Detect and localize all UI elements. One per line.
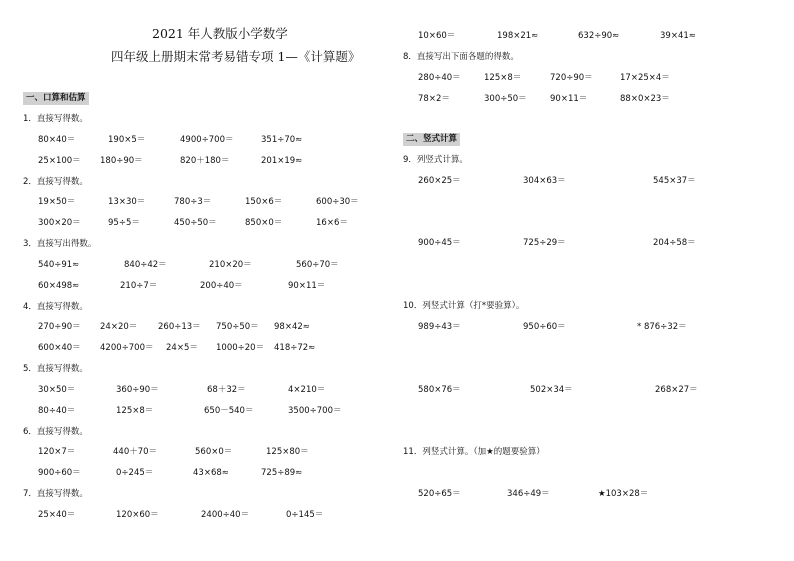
problem: 2400÷40＝ xyxy=(201,510,250,520)
problem: 560÷70＝ xyxy=(296,260,339,270)
page-title: 2021 年人教版小学数学 xyxy=(152,26,288,41)
problem: 450÷50＝ xyxy=(174,218,217,228)
problem: 24×20＝ xyxy=(100,322,138,332)
problem: 4200÷700＝ xyxy=(100,343,154,353)
question-label: 列竖式计算（打*要验算）。 xyxy=(422,301,525,311)
problem: 989÷43＝ xyxy=(418,322,461,332)
question-number: 8． xyxy=(403,52,417,62)
problem: 25×100＝ xyxy=(38,156,81,166)
problem: 90×11＝ xyxy=(550,94,588,104)
problem: 351÷70≈ xyxy=(261,135,303,145)
problem: 25×40＝ xyxy=(38,510,76,520)
problem: 204÷58＝ xyxy=(653,238,696,248)
problem: 360÷90＝ xyxy=(116,385,159,395)
question-number: 4． xyxy=(23,302,37,312)
question-number: 6． xyxy=(23,427,37,437)
question-label: 直接写得数。 xyxy=(36,114,88,124)
problem: 850×0＝ xyxy=(245,218,283,228)
question-number: 9． xyxy=(403,155,417,165)
problem: 540÷91≈ xyxy=(38,260,80,270)
problem: 120×7＝ xyxy=(38,447,76,457)
problem: 560×0＝ xyxy=(195,447,233,457)
problem: 80×40＝ xyxy=(38,135,76,145)
question-9 xyxy=(403,155,468,166)
problem: 545×37＝ xyxy=(653,176,696,186)
question-10 xyxy=(403,301,524,312)
question-number: 1． xyxy=(23,114,37,124)
question-3 xyxy=(23,239,96,250)
question-6 xyxy=(23,427,88,438)
question-11 xyxy=(403,447,545,458)
problem: 24×5＝ xyxy=(166,343,198,353)
question-label: 直接写出得数。 xyxy=(36,239,97,249)
question-label: 直接写出下面各题的得数。 xyxy=(416,52,519,62)
problem: ★103×28＝ xyxy=(598,489,649,499)
problem: 200÷40＝ xyxy=(200,281,243,291)
problem: 418÷72≈ xyxy=(274,343,316,353)
problem: 120×60＝ xyxy=(116,510,159,520)
problem: 150×6＝ xyxy=(245,197,283,207)
question-label: 直接写得数。 xyxy=(36,427,88,437)
problem: 3500÷700＝ xyxy=(288,406,342,416)
problem: 268×27＝ xyxy=(655,385,698,395)
problem: 80÷40＝ xyxy=(38,406,76,416)
problem: 30×50＝ xyxy=(38,385,76,395)
question-7 xyxy=(23,489,88,500)
problem: 210÷7＝ xyxy=(120,281,158,291)
problem: 780÷3＝ xyxy=(174,197,212,207)
question-number: 10． xyxy=(403,301,423,311)
problem: 201×19≈ xyxy=(261,156,303,166)
problem: 725÷29＝ xyxy=(523,238,566,248)
question-number: 3． xyxy=(23,239,37,249)
question-number: 7． xyxy=(23,489,37,499)
problem: 17×25×4＝ xyxy=(620,73,670,83)
section-heading-oral: 一、口算和估算 xyxy=(23,92,89,105)
problem: 300×20＝ xyxy=(38,218,81,228)
problem: 1000÷20＝ xyxy=(216,343,265,353)
problem: 300÷50＝ xyxy=(484,94,527,104)
question-2 xyxy=(23,177,88,188)
problem: 95÷5＝ xyxy=(108,218,140,228)
question-number: 5． xyxy=(23,364,37,374)
question-label: 列竖式计算。 xyxy=(416,155,468,165)
problem: * 876÷32＝ xyxy=(637,322,687,332)
problem: 16×6＝ xyxy=(316,218,348,228)
problem: 632÷90≈ xyxy=(578,31,620,41)
problem: 750÷50＝ xyxy=(216,322,259,332)
problem: 720÷90＝ xyxy=(550,73,593,83)
problem: 19×50＝ xyxy=(38,197,76,207)
page-subtitle: 四年级上册期末常考易错专项 1—《计算题》 xyxy=(111,49,361,64)
problem: 88×0×23＝ xyxy=(620,94,670,104)
problem: 440＋70＝ xyxy=(113,447,158,457)
problem: 820＋180＝ xyxy=(180,156,230,166)
problem: 4×210＝ xyxy=(288,385,326,395)
question-number: 11． xyxy=(403,447,423,457)
problem: 125×8＝ xyxy=(484,73,522,83)
problem: 520÷65＝ xyxy=(418,489,461,499)
question-label: 直接写得数。 xyxy=(36,302,88,312)
problem: 950÷60＝ xyxy=(523,322,566,332)
question-number: 2． xyxy=(23,177,37,187)
problem: 600÷30＝ xyxy=(316,197,359,207)
problem: 78×2＝ xyxy=(418,94,450,104)
problem: 725÷89≈ xyxy=(261,468,303,478)
question-1 xyxy=(23,114,88,125)
problem: 125×8＝ xyxy=(116,406,154,416)
question-4 xyxy=(23,302,88,313)
problem: 304×63＝ xyxy=(523,176,566,186)
question-label: 直接写得数。 xyxy=(36,364,88,374)
problem: 98×42≈ xyxy=(274,322,310,332)
question-8 xyxy=(403,52,519,63)
problem: 840÷42＝ xyxy=(124,260,167,270)
problem: 600×40＝ xyxy=(38,343,81,353)
section-heading-vertical: 二、竖式计算 xyxy=(403,133,460,146)
problem: 90×11＝ xyxy=(288,281,326,291)
problem: 0÷245＝ xyxy=(116,468,154,478)
problem: 210×20＝ xyxy=(209,260,252,270)
question-label: 直接写得数。 xyxy=(36,489,88,499)
problem: 900÷45＝ xyxy=(418,238,461,248)
problem: 190×5＝ xyxy=(108,135,146,145)
problem: 198×21≈ xyxy=(497,31,539,41)
problem: 43×68≈ xyxy=(193,468,229,478)
problem: 13×30＝ xyxy=(108,197,146,207)
problem: 650－540＝ xyxy=(204,406,254,416)
problem: 39×41≈ xyxy=(660,31,696,41)
problem: 900÷60＝ xyxy=(38,468,81,478)
problem: 502×34＝ xyxy=(530,385,573,395)
question-5 xyxy=(23,364,88,375)
problem: 280÷40＝ xyxy=(418,73,461,83)
problem: 180÷90＝ xyxy=(100,156,143,166)
problem: 60×498≈ xyxy=(38,281,80,291)
problem: 346÷49＝ xyxy=(507,489,550,499)
question-label: 直接写得数。 xyxy=(36,177,88,187)
problem: 10×60＝ xyxy=(418,31,456,41)
problem: 0÷145＝ xyxy=(286,510,324,520)
question-label: 列竖式计算。（加★的题要验算） xyxy=(422,447,545,457)
problem: 68＋32＝ xyxy=(207,385,246,395)
problem: 270÷90＝ xyxy=(38,322,81,332)
problem: 580×76＝ xyxy=(418,385,461,395)
problem: 260÷13＝ xyxy=(158,322,201,332)
problem: 125×80＝ xyxy=(266,447,309,457)
problem: 260×25＝ xyxy=(418,176,461,186)
problem: 4900÷700＝ xyxy=(180,135,234,145)
